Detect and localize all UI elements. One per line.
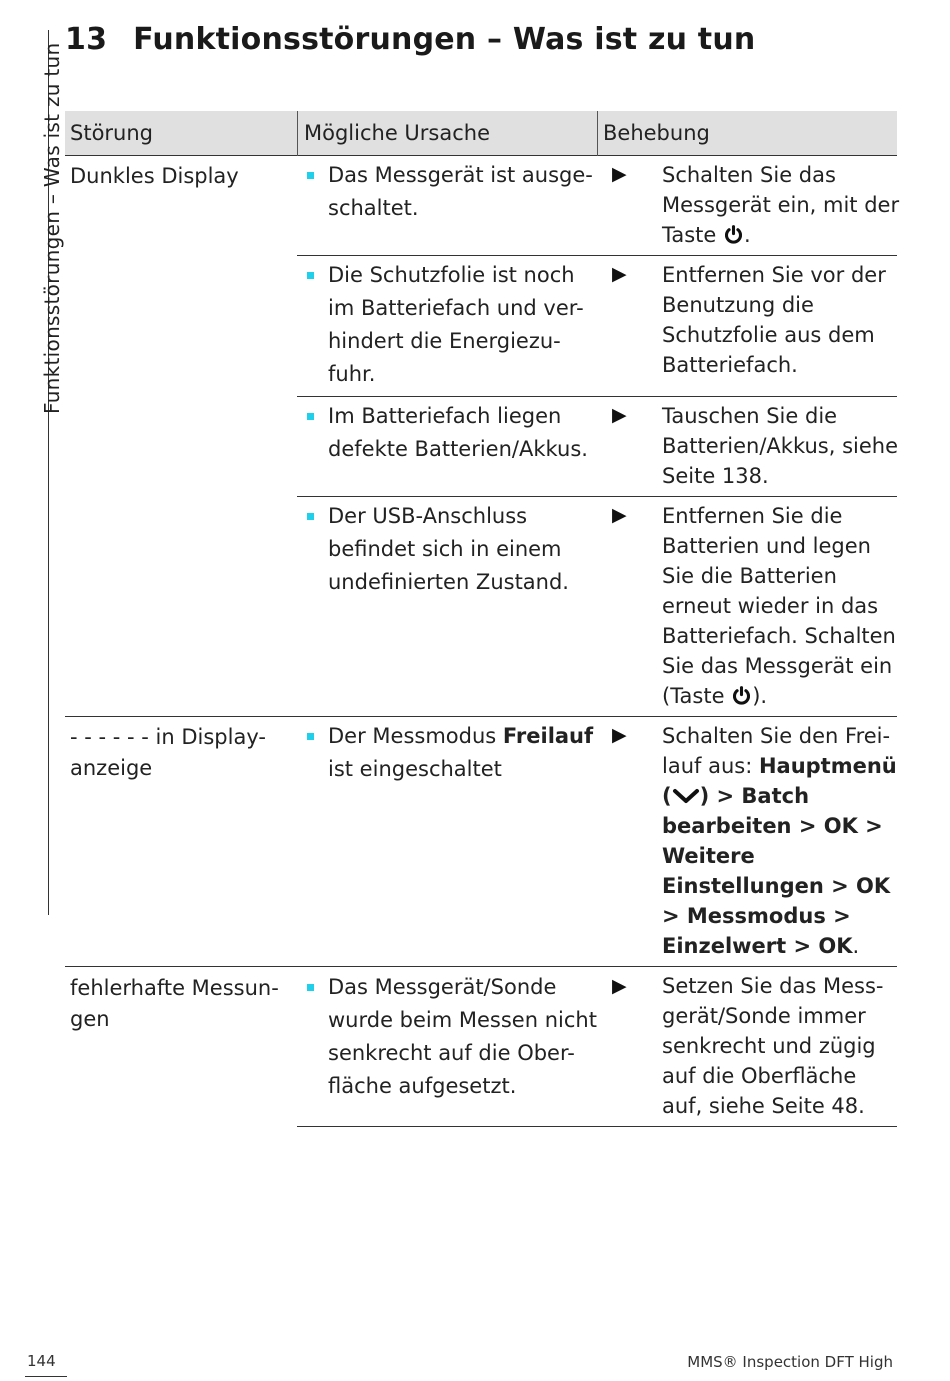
cause-label: Das Messgerät ist ausge-schaltet. bbox=[328, 163, 593, 220]
menu-path-start: Hauptmenü ( bbox=[662, 754, 897, 808]
arrow-icon: ▶ bbox=[612, 404, 627, 426]
sidebar-tab bbox=[8, 30, 64, 915]
footer-rule bbox=[25, 1376, 67, 1377]
product-name: MMS® Inspection DFT High bbox=[687, 1353, 893, 1371]
trouble-text: fehlerhafte Messun-gen bbox=[70, 976, 279, 1031]
fix-label-end: . bbox=[852, 934, 860, 958]
cause-text bbox=[328, 259, 598, 391]
power-icon bbox=[723, 224, 744, 245]
fix-text bbox=[662, 160, 902, 250]
bullet-marker bbox=[307, 984, 314, 991]
cause-label-end: ist eingeschaltet bbox=[328, 757, 502, 781]
bullet-marker bbox=[307, 733, 314, 740]
row-divider bbox=[297, 396, 897, 397]
trouble-text: Dunkles Display bbox=[70, 164, 239, 188]
cause-label: Im Batteriefach liegen defekte Batterien/Akkus. bbox=[328, 404, 588, 461]
fix-label-end: . bbox=[744, 223, 751, 247]
page-title bbox=[65, 22, 755, 57]
power-icon bbox=[731, 685, 752, 706]
cause-label: Die Schutzfolie ist noch im Batteriefach und ver-hindert die Energiezu-fuhr. bbox=[328, 263, 584, 386]
arrow-icon: ▶ bbox=[612, 504, 627, 526]
cause-label: Der USB-Anschluss befindet sich in einem undefinierten Zustand. bbox=[328, 504, 569, 594]
arrow-icon: ▶ bbox=[612, 724, 627, 746]
fix-text: Tauschen Sie die Batterien/Akkus, siehe Seite 138. bbox=[662, 404, 899, 488]
column-divider bbox=[597, 111, 598, 156]
row-divider bbox=[297, 496, 897, 497]
page-number: 144 bbox=[27, 1352, 56, 1370]
fix-label-end: ). bbox=[752, 684, 768, 708]
chapter-title: Funktionsstörungen – Was ist zu tun bbox=[133, 22, 756, 57]
arrow-icon: ▶ bbox=[612, 163, 627, 185]
arrow-icon: ▶ bbox=[612, 975, 627, 997]
fix-text bbox=[662, 721, 902, 961]
header-trouble: Störung bbox=[70, 121, 153, 145]
sidebar-label: Funktionsstörungen – Was ist zu tun bbox=[40, 42, 64, 414]
bullet-marker bbox=[307, 413, 314, 420]
table-header bbox=[65, 111, 897, 156]
cause-text bbox=[328, 159, 598, 225]
trouble-text: - - - - - - in Display-anzeige bbox=[70, 725, 266, 780]
cause-text bbox=[328, 720, 598, 786]
fix-label: Entfernen Sie die Batterien und legen Sie die Batterien erneut wieder in das Batteriefach. Schalten Sie das Messgerät ein (Taste bbox=[662, 504, 896, 708]
cause-text bbox=[328, 971, 598, 1103]
fix-label: Schalten Sie das Messgerät ein, mit der Taste bbox=[662, 163, 900, 247]
fix-text bbox=[662, 501, 902, 711]
fix-label: Schalten Sie den Frei-lauf aus: bbox=[662, 724, 891, 778]
cause-label: Der Messmodus bbox=[328, 724, 503, 748]
bullet-marker bbox=[307, 172, 314, 179]
header-cause: Mögliche Ursache bbox=[304, 121, 491, 145]
row-divider bbox=[65, 966, 897, 967]
chapter-number: 13 bbox=[65, 22, 108, 57]
chevron-down-icon bbox=[672, 787, 700, 805]
cause-text bbox=[328, 400, 598, 466]
bullet-marker bbox=[307, 513, 314, 520]
bullet-marker bbox=[307, 272, 314, 279]
fix-text: Setzen Sie das Mess-gerät/Sonde immer senkrecht und zügig auf die Oberfläche auf, siehe Seite 48. bbox=[662, 974, 884, 1118]
arrow-icon: ▶ bbox=[612, 263, 627, 285]
menu-path: ) > Batch bearbeiten > OK > Weitere Einstellungen > OK > Messmodus > Einzelwert > OK bbox=[662, 784, 891, 958]
cause-mode-name: Freilauf bbox=[502, 724, 594, 748]
fix-text: Entfernen Sie vor der Benutzung die Schutzfolie aus dem Batteriefach. bbox=[662, 263, 886, 377]
header-fix: Behebung bbox=[603, 121, 710, 145]
row-divider bbox=[297, 1126, 897, 1127]
column-divider bbox=[297, 111, 298, 156]
row-divider bbox=[297, 255, 897, 256]
cause-text bbox=[328, 500, 598, 599]
cause-label: Das Messgerät/Sonde wurde beim Messen nicht senkrecht auf die Ober-fläche aufgesetzt. bbox=[328, 975, 597, 1098]
row-divider bbox=[65, 716, 897, 717]
